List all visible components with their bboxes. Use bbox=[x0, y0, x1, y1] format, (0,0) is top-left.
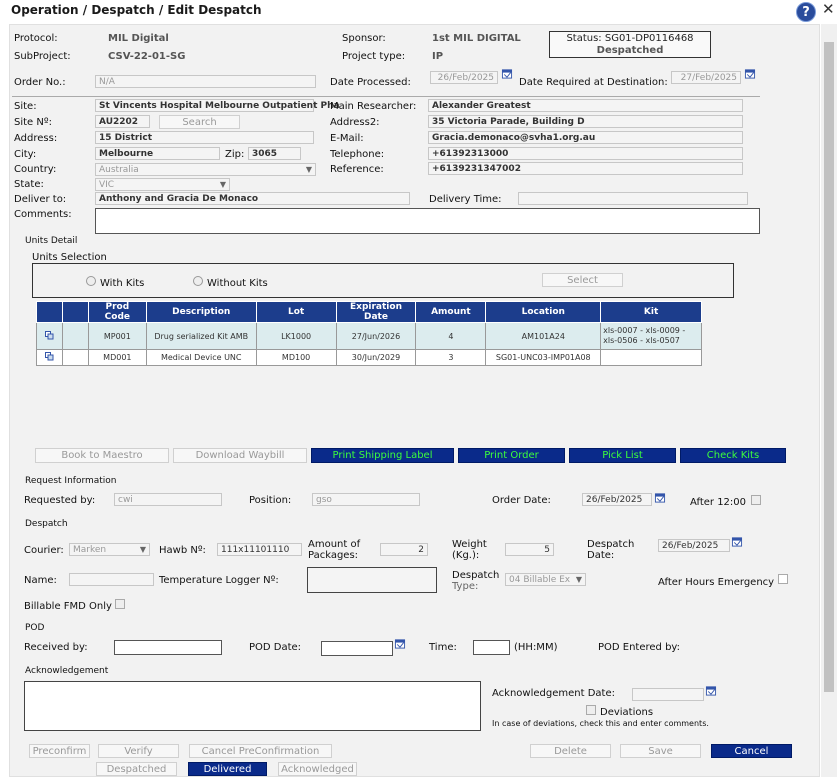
pod-date-label: POD Date: bbox=[249, 642, 302, 653]
reference-field[interactable]: +6139231347002 bbox=[428, 162, 743, 175]
main-researcher-field[interactable]: Alexander Greatest bbox=[428, 99, 743, 112]
address2-field[interactable]: 35 Victoria Parade, Building D bbox=[428, 115, 743, 128]
date-processed-calendar-icon[interactable] bbox=[501, 68, 513, 79]
save-button[interactable]: Save bbox=[620, 744, 701, 758]
weight-label-line1: Weight bbox=[452, 539, 487, 550]
packages-field[interactable]: 2 bbox=[380, 543, 428, 556]
zip-label: Zip: bbox=[225, 149, 245, 160]
row-cell bbox=[62, 350, 88, 366]
status-code: Status: SG01-DP0116468 bbox=[566, 33, 694, 44]
despatch-type-label-line2: Type: bbox=[452, 581, 479, 592]
packages-label-line1: Amount of bbox=[308, 539, 361, 550]
delivery-time-label: Delivery Time: bbox=[429, 194, 502, 205]
received-by-label: Received by: bbox=[24, 642, 88, 653]
status-state: Despatched bbox=[596, 45, 664, 56]
request-info-section: Request Information bbox=[25, 476, 117, 486]
name-field[interactable] bbox=[69, 573, 154, 586]
despatch-date-label-line2: Date: bbox=[587, 550, 615, 561]
address-field[interactable]: 15 District bbox=[95, 131, 314, 144]
date-required-field[interactable]: 27/Feb/2025 bbox=[671, 71, 741, 84]
location-cell: SG01-UNC03-IMP01A08 bbox=[486, 350, 601, 366]
main-researcher-label: Main Researcher: bbox=[330, 101, 417, 112]
col-header bbox=[62, 302, 88, 323]
billable-fmd-label: Billable FMD Only bbox=[24, 601, 112, 612]
packages-label bbox=[308, 539, 360, 561]
deliver-to-field[interactable]: Anthony and Gracia De Monaco bbox=[95, 192, 410, 205]
col-header-description: Description bbox=[146, 302, 256, 323]
despatch-type-label bbox=[452, 570, 499, 592]
col-header-amount: Amount bbox=[416, 302, 486, 323]
units-selection-label: Units Selection bbox=[32, 252, 107, 263]
sponsor-value: 1st MIL DIGITAL bbox=[432, 33, 521, 44]
site-search-button[interactable]: Search bbox=[159, 115, 240, 129]
delivered-step[interactable]: Delivered bbox=[188, 762, 267, 776]
time-field[interactable] bbox=[473, 640, 510, 655]
without-kits-label: Without Kits bbox=[207, 278, 268, 289]
verify-button[interactable]: Verify bbox=[98, 744, 179, 758]
divider bbox=[12, 96, 760, 97]
ack-date-field[interactable] bbox=[632, 688, 704, 701]
despatch-section: Despatch bbox=[25, 519, 68, 529]
table-row[interactable] bbox=[37, 323, 702, 350]
print-order-button[interactable]: Print Order bbox=[458, 448, 565, 463]
pod-entered-by-label: POD Entered by: bbox=[598, 642, 680, 653]
acknowledgement-section: Acknowledgement bbox=[25, 666, 109, 676]
units-detail-label: Units Detail bbox=[25, 236, 78, 246]
telephone-label: Telephone: bbox=[330, 149, 385, 160]
address-label: Address: bbox=[14, 133, 58, 144]
email-label: E-Mail: bbox=[330, 133, 364, 144]
window-title: Operation / Despatch / Edit Despatch bbox=[11, 3, 262, 17]
address2-label: Address2: bbox=[330, 117, 380, 128]
time-format-hint: (HH:MM) bbox=[514, 642, 558, 653]
despatch-date-field[interactable]: 26/Feb/2025 bbox=[658, 539, 730, 552]
courier-select[interactable] bbox=[69, 543, 150, 556]
with-kits-radio[interactable] bbox=[86, 276, 96, 286]
logger-label: Temperature Logger Nº: bbox=[159, 575, 279, 586]
hawb-label: Hawb Nº: bbox=[159, 545, 206, 556]
col-header-location: Location bbox=[486, 302, 601, 323]
pod-date-calendar-icon[interactable] bbox=[394, 638, 406, 649]
deviations-label: Deviations bbox=[600, 707, 654, 718]
col-header-kit: Kit bbox=[601, 302, 702, 323]
order-no-label: Order No.: bbox=[14, 77, 66, 88]
cancel-preconfirmation-button[interactable]: Cancel PreConfirmation bbox=[189, 744, 332, 758]
reference-label: Reference: bbox=[330, 164, 384, 175]
billable-fmd-checkbox[interactable] bbox=[115, 599, 125, 609]
requested-by-label: Requested by: bbox=[24, 495, 96, 506]
date-processed-label: Date Processed: bbox=[330, 77, 411, 88]
col-header-lot: Lot bbox=[256, 302, 336, 323]
deliver-to-label: Deliver to: bbox=[14, 194, 67, 205]
weight-field[interactable]: 5 bbox=[505, 543, 554, 556]
project-type-value: IP bbox=[432, 51, 444, 62]
despatch-date-label-line1: Despatch bbox=[587, 539, 635, 550]
state-label: State: bbox=[14, 179, 44, 190]
deviations-hint: In case of deviations, check this and enter comments. bbox=[492, 719, 709, 728]
pod-section: POD bbox=[25, 623, 45, 633]
prod-code-cell: MP001 bbox=[88, 323, 146, 350]
chevron-down-icon: ▼ bbox=[305, 165, 312, 174]
telephone-field[interactable]: +61392313000 bbox=[428, 147, 743, 160]
download-waybill-button[interactable]: Download Waybill bbox=[173, 448, 307, 463]
state-select[interactable] bbox=[95, 178, 230, 191]
position-field[interactable]: gso bbox=[312, 493, 420, 506]
despatch-type-select[interactable] bbox=[505, 573, 586, 586]
state-value: VIC bbox=[99, 180, 115, 190]
date-required-label: Date Required at Destination: bbox=[519, 77, 668, 88]
protocol-value: MIL Digital bbox=[108, 33, 169, 44]
weight-label bbox=[452, 539, 487, 561]
after-hours-checkbox[interactable] bbox=[778, 574, 788, 584]
weight-label-line2: (Kg.): bbox=[452, 550, 480, 561]
city-field[interactable]: Melbourne bbox=[95, 147, 220, 160]
requested-by-field[interactable]: cwi bbox=[114, 493, 222, 506]
lot-cell: LK1000 bbox=[256, 323, 336, 350]
country-label: Country: bbox=[14, 164, 57, 175]
time-label: Time: bbox=[429, 642, 457, 653]
order-no-field[interactable]: N/A bbox=[95, 75, 316, 88]
description-cell: Medical Device UNC bbox=[146, 350, 256, 366]
acknowledged-step: Acknowledged bbox=[278, 762, 357, 776]
hawb-field[interactable]: 111x11101110 bbox=[217, 543, 302, 556]
despatched-step: Despatched bbox=[96, 762, 177, 776]
units-table bbox=[36, 301, 702, 366]
date-processed-field[interactable]: 26/Feb/2025 bbox=[430, 71, 498, 84]
cancel-button[interactable]: Cancel bbox=[711, 744, 792, 758]
col-header bbox=[37, 302, 63, 323]
sponsor-label: Sponsor: bbox=[342, 33, 386, 44]
table-row[interactable] bbox=[37, 350, 702, 366]
packages-label-line2: Packages: bbox=[308, 550, 359, 561]
despatch-date-label bbox=[587, 539, 634, 561]
book-to-maestro-button[interactable]: Book to Maestro bbox=[35, 448, 169, 463]
site-field[interactable]: St Vincents Hospital Melbourne Outpatient Pha bbox=[95, 99, 314, 112]
site-no-label: Site Nº: bbox=[14, 117, 52, 128]
vertical-scrollbar[interactable] bbox=[821, 24, 837, 777]
copy-icon[interactable] bbox=[37, 323, 63, 350]
site-no-field[interactable]: AU2202 bbox=[95, 115, 150, 128]
name-label: Name: bbox=[24, 575, 57, 586]
ack-date-calendar-icon[interactable] bbox=[705, 685, 717, 696]
chevron-down-icon: ▼ bbox=[219, 180, 226, 189]
zip-field[interactable]: 3065 bbox=[248, 147, 301, 160]
email-field[interactable]: Gracia.demonaco@svha1.org.au bbox=[428, 131, 743, 144]
courier-label: Courier: bbox=[24, 545, 64, 556]
copy-icon[interactable] bbox=[37, 350, 63, 366]
after-12-label: After 12:00 bbox=[690, 497, 747, 508]
order-date-field[interactable]: 26/Feb/2025 bbox=[582, 493, 652, 506]
logger-textarea[interactable] bbox=[307, 567, 437, 593]
chevron-down-icon: ▼ bbox=[139, 545, 146, 554]
despatch-date-calendar-icon[interactable] bbox=[731, 536, 743, 547]
amount-cell: 3 bbox=[416, 350, 486, 366]
status-badge bbox=[549, 31, 711, 58]
with-kits-label: With Kits bbox=[100, 278, 145, 289]
comments-label: Comments: bbox=[14, 209, 72, 220]
ack-date-label: Acknowledgement Date: bbox=[492, 688, 615, 699]
country-value: Australia bbox=[99, 165, 139, 175]
preconfirm-button[interactable]: Preconfirm bbox=[29, 744, 90, 758]
kit-cell bbox=[601, 350, 702, 366]
pick-list-button[interactable]: Pick List bbox=[569, 448, 676, 463]
position-label: Position: bbox=[249, 495, 292, 506]
order-date-label: Order Date: bbox=[492, 495, 551, 506]
subproject-value: CSV-22-01-SG bbox=[108, 51, 186, 62]
close-icon[interactable]: ✕ bbox=[822, 0, 835, 18]
check-kits-button[interactable]: Check Kits bbox=[680, 448, 786, 463]
description-cell: Drug serialized Kit AMB bbox=[146, 323, 256, 350]
delivery-time-field[interactable] bbox=[518, 192, 748, 205]
city-label: City: bbox=[14, 149, 37, 160]
date-required-calendar-icon[interactable] bbox=[744, 68, 756, 79]
protocol-label: Protocol: bbox=[14, 33, 58, 44]
after-hours-label: After Hours Emergency bbox=[658, 577, 775, 588]
help-icon[interactable]: ? bbox=[796, 2, 816, 22]
comments-textarea[interactable] bbox=[95, 208, 760, 234]
col-header-expiration: Expiration Date bbox=[336, 302, 416, 323]
acknowledgement-textarea[interactable] bbox=[24, 681, 481, 731]
country-select[interactable] bbox=[95, 163, 316, 176]
col-header-prod-code: Prod Code bbox=[88, 302, 146, 323]
amount-cell: 4 bbox=[416, 323, 486, 350]
courier-value: Marken bbox=[73, 545, 107, 555]
site-label: Site: bbox=[14, 101, 37, 112]
chevron-down-icon: ▼ bbox=[575, 575, 582, 584]
scrollbar-thumb[interactable] bbox=[824, 42, 834, 692]
despatch-type-value: 04 Billable Ex bbox=[509, 575, 571, 585]
print-shipping-label-button[interactable]: Print Shipping Label bbox=[311, 448, 454, 463]
kit-cell: xls-0007 - xls-0009 - xls-0506 - xls-0507 bbox=[601, 323, 702, 350]
expiration-cell: 27/Jun/2026 bbox=[336, 323, 416, 350]
delete-button[interactable]: Delete bbox=[530, 744, 611, 758]
pod-date-field[interactable] bbox=[321, 641, 393, 656]
after-12-checkbox[interactable] bbox=[751, 495, 761, 505]
project-type-label: Project type: bbox=[342, 51, 406, 62]
expiration-cell: 30/Jun/2029 bbox=[336, 350, 416, 366]
prod-code-cell: MD001 bbox=[88, 350, 146, 366]
without-kits-radio[interactable] bbox=[193, 276, 203, 286]
received-by-field[interactable] bbox=[114, 640, 222, 655]
deviations-checkbox[interactable] bbox=[586, 705, 596, 715]
location-cell: AM101A24 bbox=[486, 323, 601, 350]
lot-cell: MD100 bbox=[256, 350, 336, 366]
units-select-button[interactable]: Select bbox=[542, 273, 623, 287]
despatch-type-label-line1: Despatch bbox=[452, 570, 500, 581]
row-cell bbox=[62, 323, 88, 350]
subproject-label: SubProject: bbox=[14, 51, 71, 62]
order-date-calendar-icon[interactable] bbox=[654, 492, 666, 503]
